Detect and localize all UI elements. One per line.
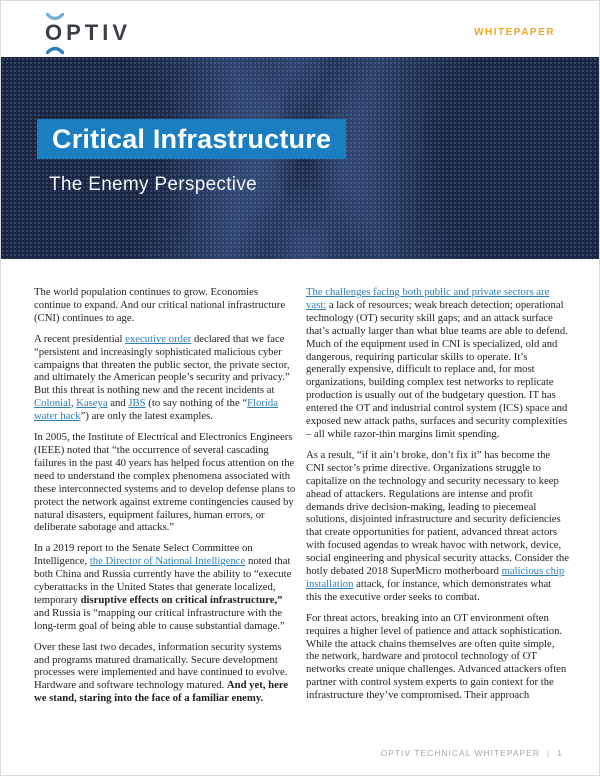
footer-divider: | xyxy=(547,748,551,758)
text-link[interactable]: malicious chip installation xyxy=(306,565,565,590)
text-run: declared that we face “persistent and increasingly sophisticated malicious cyber campaigns that threaten the public sector, the private sector, and ultimately the American people’s security and privacy.” But this threat is nothing new and the recent incidents at xyxy=(34,332,290,397)
text-run: ”) are only the latest examples. xyxy=(80,410,213,423)
text-link[interactable]: Kaseya xyxy=(76,397,108,410)
paragraph xyxy=(34,333,297,423)
document-subtitle: The Enemy Perspective xyxy=(49,174,257,195)
text-link[interactable]: Florida water hack xyxy=(34,397,279,423)
paragraph xyxy=(306,612,569,702)
text-run: (to say nothing of the “ xyxy=(145,397,248,410)
footer-text: OPTIV TECHNICAL WHITEPAPER xyxy=(380,748,541,758)
text-run: Over these last two decades, information security systems and programs matured dramatically. Secure development processes were implemented and have continued to evolve. Hardware and software technology matured. xyxy=(34,640,288,692)
text-run: and xyxy=(107,397,129,410)
text-run: noted that both China and Russia currently have the ability to “execute cyberattacks in the United States that generate localized, temporary xyxy=(34,555,292,606)
text-link[interactable]: The challenges facing both public and private sectors are vast: xyxy=(306,286,550,311)
page-number: 1 xyxy=(557,748,563,758)
page-header xyxy=(1,1,599,57)
whitepaper-label: WHITEPAPER xyxy=(474,27,555,38)
bold-text: And yet, here we stand, staring into the face of a familiar enemy. xyxy=(34,679,289,705)
text-link[interactable]: JBS xyxy=(128,397,146,410)
hero-banner xyxy=(1,57,599,259)
text-run: In a 2019 report to the Senate Select Committee on Intelligence, xyxy=(34,542,253,568)
left-column xyxy=(34,286,297,713)
paragraph xyxy=(306,286,569,441)
text-run: and Russia is “mapping our critical infrastructure with the long-term goal of being able to cause substantial damage.” xyxy=(34,606,285,632)
text-run: In 2005, the Institute of Electrical and Electronics Engineers (IEEE) noted that “the occurrence of several cascading failures in the past 40 years has helped focus attention on the need to understand the complex phenomena associated with these interconnected systems and to develop defense plans to protect the network against extreme contingencies caused by natural disasters, equipment failures, human errors, or deliberate sabotage and attacks.” xyxy=(34,431,296,534)
logo-wordmark: OPTIV xyxy=(45,20,132,45)
text-run: attack, for instance, which demonstrates what this the executive order seeks to combat. xyxy=(306,577,552,603)
paragraph xyxy=(34,431,297,534)
paragraph xyxy=(34,542,297,632)
paragraph xyxy=(34,641,297,706)
text-run: For threat actors, breaking into an OT environment often requires a higher level of patience and attack sophistication. While the attack chains themselves are often quite simple, the network, hardware and protocol technology of OT networks create unique challenges. Advanced attackers often partner with control system experts to gain context for the infrastructure they’ve compromised. Their approach xyxy=(306,611,567,702)
text-run: a lack of resources; weak breach detection; operational technology (OT) security skill gaps; and an attack surface that’s actually larger than what blue teams are able to defend. Much of the equipment used in CNI is specialized, old and dangerous, requiring particular skills to operate. It’s generally expensive, difficult to replace and, for most organizations, building complex test networks to replicate production is usually out of the budgetary question. IT has entered the OT and industrial control system (ICS) space and exposed new attack paths, surfaces and security complexities – all while razor-thin margins limit spending. xyxy=(306,298,568,440)
right-column xyxy=(306,286,569,713)
optiv-logo xyxy=(45,12,145,56)
bold-text: disruptive effects on critical infrastructure,” xyxy=(80,593,283,606)
text-run: The world population continues to grow. Economies continue to expand. And our critical national infrastructure (CNI) continues to age. xyxy=(34,286,286,324)
text-link[interactable]: Colonial xyxy=(34,397,71,410)
text-run: As a result, “if it ain’t broke, don’t fix it” has become the CNI sector’s prime directive. Organizations struggle to capitalize on the technology and security necessary to keep ahead of attackers. Regulations are intense and profit demands drive decision-making, leading to piecemeal solutions, disjointed infrastructure and security deficiencies that create opportunities for patient, advanced threat actors with focused agendas to wreak havoc with network, device, social engineering and physical security attacks. Consider the hotly debated 2018 SuperMicro motherboard xyxy=(306,448,569,578)
text-run: A recent presidential xyxy=(34,332,126,345)
document-title: Critical Infrastructure xyxy=(37,119,346,159)
body-columns xyxy=(1,259,599,713)
paragraph xyxy=(34,286,297,325)
text-link[interactable]: executive order xyxy=(125,332,192,345)
page-footer xyxy=(381,748,563,758)
logo-bottom-arc-icon xyxy=(46,46,64,54)
paragraph xyxy=(306,449,569,604)
text-run: , xyxy=(70,397,77,410)
text-link[interactable]: the Director of National Intelligence xyxy=(89,555,246,568)
